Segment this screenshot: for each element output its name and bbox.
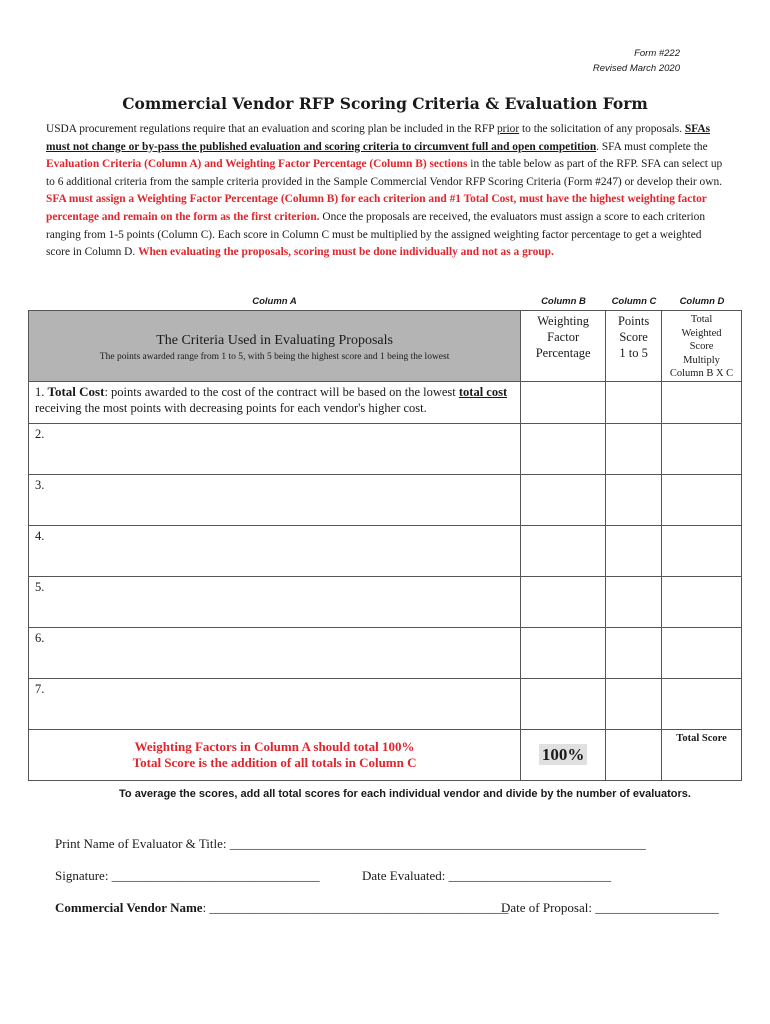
- criterion-2[interactable]: 2.: [29, 423, 521, 474]
- evaluator-name-field[interactable]: Print Name of Evaluator & Title: ________________________________________________________________: [55, 836, 646, 851]
- criteria-header-sub: The points awarded range from 1 to 5, with 5 being the highest score and 1 being the lowest: [99, 352, 450, 363]
- revision-date: Revised March 2020: [592, 63, 680, 74]
- weighting-total-cell: [521, 729, 606, 780]
- criterion-emphasis: total cost: [458, 384, 508, 399]
- points-cell[interactable]: [606, 678, 662, 729]
- totals-line: Total Score is the addition of all totals in Column C: [132, 754, 417, 770]
- table-row: [29, 576, 742, 627]
- points-cell[interactable]: [606, 423, 662, 474]
- total-score-label[interactable]: Total Score: [662, 729, 742, 780]
- vendor-name-field[interactable]: [55, 900, 508, 916]
- intro-highlight: SFA must assign a Weighting Factor Percentage (Column B) for each criterion and #1 Total Cost, must have the highest weighting factor percentage and remain on the form as the first criterion.: [46, 193, 707, 223]
- header-line: Score: [619, 330, 648, 344]
- column-c-label: Column C: [611, 296, 657, 307]
- intro-text: USDA procurement regulations require that an evaluation and scoring plan be included in the RFP: [46, 123, 497, 135]
- weighting-cell[interactable]: [521, 423, 606, 474]
- header-line: Column B X C: [669, 368, 734, 379]
- criterion-1: [29, 381, 521, 423]
- form-header: [593, 46, 680, 76]
- criterion-3[interactable]: 3.: [29, 474, 521, 525]
- criterion-6[interactable]: 6.: [29, 627, 521, 678]
- weighting-cell[interactable]: [521, 474, 606, 525]
- weighted-cell[interactable]: [662, 423, 742, 474]
- weighting-header: [521, 311, 606, 382]
- points-cell[interactable]: [606, 576, 662, 627]
- table-row: [29, 525, 742, 576]
- vendor-name-label: Commercial Vendor Name: [55, 900, 203, 915]
- weighted-cell[interactable]: [662, 474, 742, 525]
- table-row: [29, 474, 742, 525]
- weighting-cell[interactable]: [521, 381, 606, 423]
- weighting-cell[interactable]: [521, 525, 606, 576]
- totals-line: Weighting Factors in Column A should total 100%: [134, 738, 415, 754]
- intro-text: to the solicitation of any proposals.: [519, 123, 685, 135]
- totals-row: [29, 729, 742, 780]
- column-a-label: Column A: [252, 296, 297, 307]
- points-header: [606, 311, 662, 382]
- header-line: Total: [690, 314, 713, 325]
- criterion-5[interactable]: 5.: [29, 576, 521, 627]
- signature-field[interactable]: Signature: ________________________________: [55, 868, 320, 883]
- criterion-text: : points awarded to the cost of the contract will be based on the lowest: [104, 384, 459, 399]
- criterion-number: 1.: [35, 384, 45, 399]
- weighted-score-header: [662, 311, 742, 382]
- intro-warning: SFAs must not change or by-pass the published evaluation and scoring criteria to circumvent full and open competition: [46, 123, 711, 153]
- criterion-4[interactable]: 4.: [29, 525, 521, 576]
- points-cell[interactable]: [606, 525, 662, 576]
- criteria-header-title: The Criteria Used in Evaluating Proposals: [156, 333, 393, 349]
- intro-highlight: When evaluating the proposals, scoring must be done individually and not as a group.: [138, 246, 554, 259]
- intro-text: Once the proposals are received, the evaluators must assign a score to each criterion ranging from 1-5 points (Column C). Each score in Column C must be multiplied by the assigned weighting factor percentage to get a weighted score in Column D.: [46, 210, 706, 259]
- average-instructions: To average the scores, add all total scores for each individual vendor and divide by the number of evaluators.: [119, 788, 691, 800]
- points-cell[interactable]: [606, 627, 662, 678]
- criterion-title: Total Cost: [47, 383, 105, 399]
- weighted-cell[interactable]: [662, 627, 742, 678]
- date-evaluated-field[interactable]: Date Evaluated: _________________________: [362, 868, 612, 883]
- intro-text: in the table below as part of the RFP. SFA can select up to 6 additional criteria from the sample criteria provided in the Sample Commercial Vendor RFP Scoring Criteria (Form #247) or develop their own.: [46, 158, 723, 188]
- weighted-cell[interactable]: [662, 576, 742, 627]
- form-number: Form #222: [634, 48, 680, 59]
- table-row: [29, 423, 742, 474]
- points-cell[interactable]: [606, 381, 662, 423]
- table-row: [29, 381, 742, 423]
- header-line: 1 to 5: [619, 346, 648, 360]
- page-title: Commercial Vendor RFP Scoring Criteria & Evaluation Form: [122, 94, 648, 113]
- points-cell[interactable]: [606, 474, 662, 525]
- table-row: [29, 627, 742, 678]
- table-row: [29, 678, 742, 729]
- intro-paragraph: [46, 121, 726, 262]
- criterion-text: receiving the most points with decreasing points for each vendor's higher cost.: [35, 400, 427, 415]
- weighted-cell[interactable]: [662, 381, 742, 423]
- header-line: Weighted: [681, 327, 722, 339]
- totals-instructions: [29, 729, 521, 780]
- intro-highlight: Evaluation Criteria (Column A) and Weighting Factor Percentage (Column B) sections: [46, 158, 468, 171]
- scoring-table: [28, 310, 742, 781]
- column-d-label: Column D: [679, 296, 725, 307]
- intro-text: . SFA must complete the: [596, 140, 708, 153]
- table-header-row: [29, 311, 742, 382]
- weighted-cell[interactable]: [662, 678, 742, 729]
- weighted-cell[interactable]: [662, 525, 742, 576]
- weighting-cell[interactable]: [521, 576, 606, 627]
- vendor-name-line: : ______________________________________________: [202, 900, 509, 915]
- header-line: Factor: [547, 330, 580, 344]
- header-line: Points: [617, 314, 650, 328]
- header-line: Score: [689, 341, 714, 352]
- header-line: Percentage: [535, 346, 591, 360]
- criterion-7[interactable]: 7.: [29, 678, 521, 729]
- weighting-cell[interactable]: [521, 627, 606, 678]
- intro-prior: prior: [496, 123, 520, 135]
- column-b-label: Column B: [541, 296, 586, 307]
- header-line: Multiply: [683, 354, 720, 366]
- date-of-proposal-field[interactable]: Date of Proposal: ___________________: [501, 900, 719, 915]
- points-total-cell: [606, 729, 662, 780]
- weighting-cell[interactable]: [521, 678, 606, 729]
- criteria-header: [29, 311, 521, 382]
- weighting-total: 100%: [539, 744, 588, 765]
- header-line: Weighting: [537, 314, 590, 328]
